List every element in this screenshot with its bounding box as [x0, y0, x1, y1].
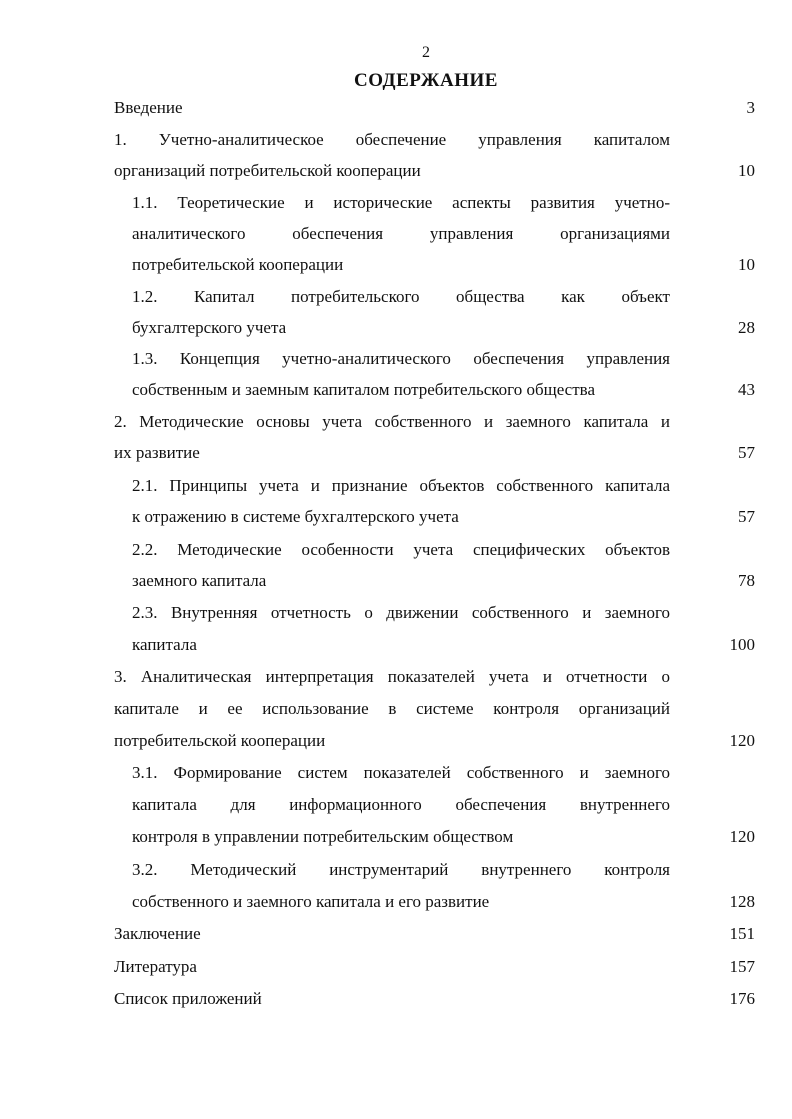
- toc-entry-text: 2.1. Принципы учета и признание объектов собственного капитала: [132, 476, 670, 495]
- toc-entry-page-number: 176: [729, 989, 755, 1008]
- toc-entry-text: 1. Учетно-аналитическое обеспечение управления капиталом: [114, 130, 670, 149]
- toc-entry-text: 3.1. Формирование систем показателей собственного и заемного: [132, 763, 670, 782]
- toc-entry-text: аналитического обеспечения управления организациями: [132, 224, 670, 243]
- toc-entry-text: потребительской кооперации: [114, 731, 326, 750]
- toc-entry-text: 3. Аналитическая интерпретация показателей учета и отчетности о: [114, 667, 670, 686]
- page-number: 2: [422, 44, 430, 61]
- toc-entry-text: контроля в управлении потребительским обществом: [132, 827, 514, 846]
- toc-entry-page-number: 57: [738, 507, 755, 526]
- toc-entry-text: 3.2. Методический инструментарий внутреннего контроля: [132, 860, 670, 879]
- toc-entry-text: 1.3. Концепция учетно-аналитического обеспечения управления: [132, 349, 670, 368]
- toc-entry-page-number: 120: [729, 827, 755, 846]
- toc-entry-text: капитала для информационного обеспечения внутреннего: [132, 795, 670, 814]
- toc-entry-text: Список приложений: [114, 989, 262, 1008]
- page-title: СОДЕРЖАНИЕ: [354, 70, 498, 91]
- toc-entry-page-number: 43: [738, 380, 755, 399]
- toc-entry-text: собственного и заемного капитала и его развитие: [132, 892, 490, 911]
- toc-entry-page-number: 157: [729, 957, 755, 976]
- toc-entry-page-number: 28: [738, 318, 755, 337]
- toc-entry-text: Литература: [114, 957, 197, 976]
- toc-entry-page-number: 78: [738, 571, 755, 590]
- toc-entry-page-number: 10: [738, 255, 755, 274]
- toc-entry-page-number: 3: [746, 98, 755, 117]
- toc-entry-page-number: 120: [729, 731, 755, 750]
- toc-entry-text: 2.2. Методические особенности учета специфических объектов: [132, 540, 670, 559]
- toc-entry-page-number: 151: [729, 924, 755, 943]
- toc-entry-text: организаций потребительской кооперации: [114, 161, 421, 180]
- toc-entry-page-number: 57: [738, 443, 755, 462]
- toc-entry-text: капитале и ее использование в системе контроля организаций: [114, 699, 670, 718]
- toc-entry-text: 1.1. Теоретические и исторические аспекты развития учетно-: [132, 193, 670, 212]
- toc-entry-text: 2. Методические основы учета собственного и заемного капитала и: [114, 412, 670, 431]
- toc-entry-page-number: 100: [729, 635, 755, 654]
- toc-entry-text: заемного капитала: [132, 571, 267, 590]
- toc-entry-text: 1.2. Капитал потребительского общества как объект: [132, 287, 670, 306]
- toc-entry-text: 2.3. Внутренняя отчетность о движении собственного и заемного: [132, 603, 670, 622]
- toc-entry-page-number: 10: [738, 161, 755, 180]
- toc-entry-text: к отражению в системе бухгалтерского учета: [132, 507, 459, 526]
- toc-entry-text: потребительской кооперации: [132, 255, 344, 274]
- toc-entry-text: Заключение: [114, 924, 201, 943]
- toc-entry-text: их развитие: [114, 443, 200, 462]
- toc-entry-page-number: 128: [729, 892, 755, 911]
- toc-entry-text: капитала: [132, 635, 197, 654]
- toc-entry-text: собственным и заемным капиталом потребительского общества: [132, 380, 596, 399]
- toc-entry-text: Введение: [114, 98, 183, 117]
- toc-entry-text: бухгалтерского учета: [132, 318, 287, 337]
